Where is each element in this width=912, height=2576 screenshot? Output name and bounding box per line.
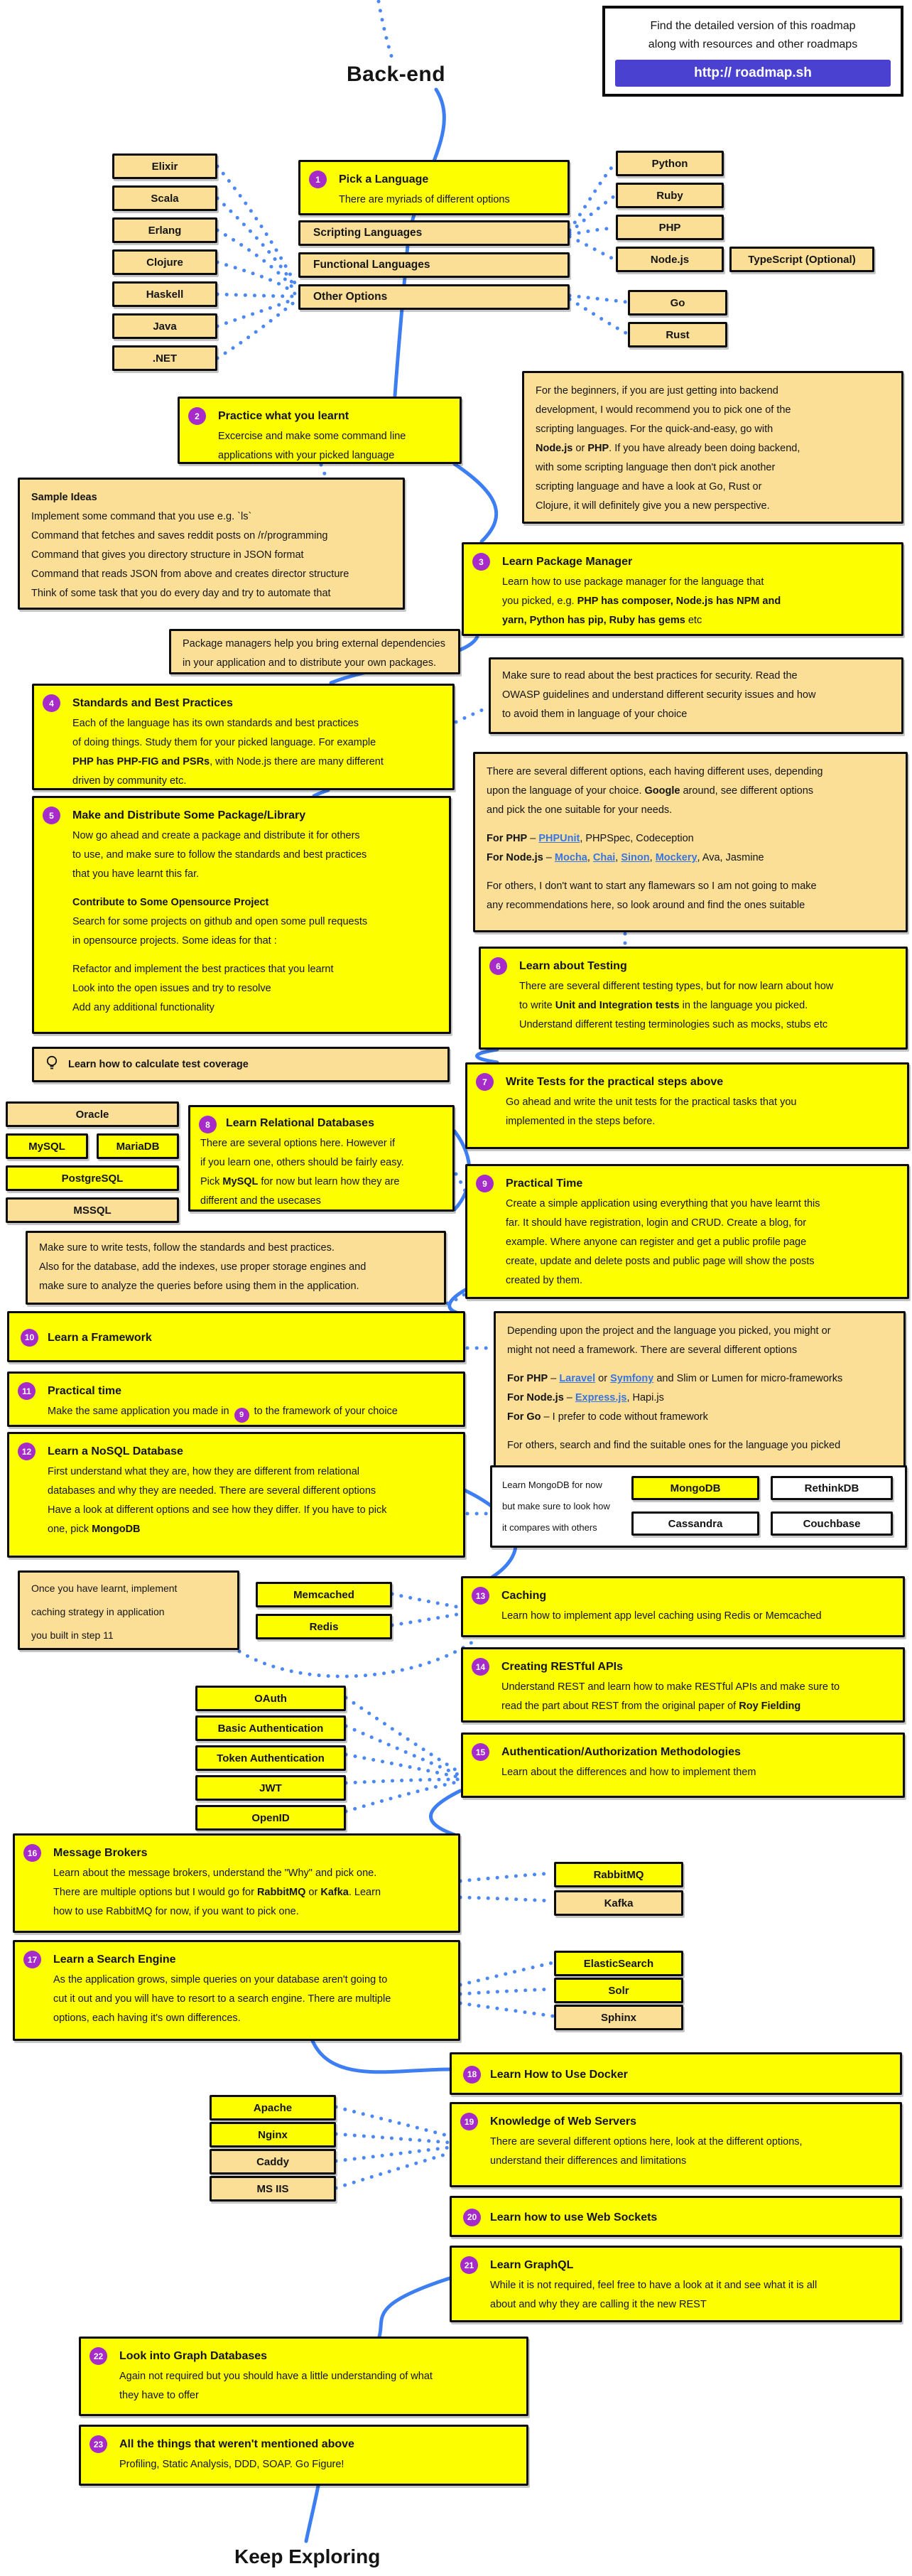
text-line: Sample Ideas	[31, 492, 97, 503]
step-body	[72, 714, 441, 791]
text-line: Make sure to read about the best practices for security. Read the	[502, 670, 798, 681]
step-learn-about-testing	[479, 947, 908, 1050]
text-line: Pick MySQL for now but learn how they are	[200, 1176, 400, 1187]
note-testing-tool-options	[473, 752, 908, 932]
label--net: .NET	[112, 345, 217, 371]
text-line: you picked, e.g. PHP has composer, Node.js has NPM and	[502, 596, 781, 607]
label-mysql: MySQL	[6, 1133, 88, 1159]
step-body	[502, 573, 890, 630]
note-body	[31, 488, 391, 603]
text-line: make sure to analyze the queries before using them in the application.	[39, 1281, 359, 1292]
step-title: All the things that weren't mentioned above	[119, 2438, 354, 2450]
auth-method-list	[195, 1686, 346, 1831]
text-line: Think of some task that you do every day and try to automate that	[31, 588, 331, 599]
step-number-badge: 10	[21, 1329, 38, 1347]
step-number-badge: 4	[43, 694, 60, 712]
text-line: Add any additional functionality	[72, 1002, 215, 1013]
text-line: it compares with others	[502, 1522, 597, 1533]
step-practice-what-you-learnt	[178, 397, 462, 464]
text-line: There are multiple options but I would go for RabbitMQ or Kafka. Learn	[53, 1887, 381, 1898]
step-number-badge: 2	[188, 407, 206, 425]
text-line: Make sure to write tests, follow the standards and best practices.	[39, 1242, 335, 1254]
text-line: scripting languages. For the quick-and-easy, go with	[536, 424, 773, 435]
link-laravel[interactable]: Laravel	[559, 1373, 596, 1384]
label-oracle: Oracle	[6, 1101, 179, 1127]
text-line: to avoid them in language of your choice	[502, 708, 688, 720]
step-practical-time	[465, 1164, 909, 1299]
label-elixir: Elixir	[112, 153, 217, 179]
text-line: Command that gives you directory structure in JSON format	[31, 549, 304, 561]
step-title: Practical Time	[506, 1177, 583, 1190]
label-mongodb: MongoDB	[631, 1476, 759, 1500]
step-body	[218, 427, 448, 465]
broker-option-list	[554, 1862, 683, 1916]
text-line: Understand different testing terminologies such as mocks, stubs etc	[519, 1019, 828, 1030]
info-line-1: Find the detailed version of this roadmap	[650, 20, 856, 32]
link-express-js[interactable]: Express.js	[575, 1392, 627, 1403]
step-title: Learn a NoSQL Database	[48, 1445, 183, 1457]
text-line: with some scripting language then don't pick another	[536, 462, 776, 473]
text-line: Learn how to implement app level caching using Redis or Memcached	[501, 1610, 822, 1622]
note-package-managers	[169, 629, 460, 674]
label-cassandra: Cassandra	[631, 1511, 759, 1536]
text-line: Also for the database, add the indexes, use proper storage engines and	[39, 1261, 367, 1273]
step-title: Learn GraphQL	[490, 2259, 574, 2271]
search-engine-list	[554, 1951, 683, 2030]
label-rethinkdb: RethinkDB	[771, 1476, 893, 1500]
step-title: Pick a Language	[339, 173, 429, 185]
label-mssql: MSSQL	[6, 1197, 179, 1223]
text-line: There are several different options here, look at the different options,	[490, 2136, 803, 2147]
step-number-badge: 14	[472, 1658, 489, 1676]
link-mockery[interactable]: Mockery	[655, 852, 697, 863]
step-title: Learn Relational Databases	[226, 1117, 374, 1129]
step-number-badge: 15	[472, 1743, 489, 1761]
text-line: For Go – I prefer to code without framework	[507, 1411, 708, 1423]
step-graph-databases	[79, 2337, 528, 2416]
step-title: Learn how to use Web Sockets	[490, 2211, 658, 2224]
text-line: Learn how to use package manager for the language that	[502, 576, 764, 588]
step-number-badge: 22	[89, 2347, 107, 2365]
info-line-2: along with resources and other roadmaps	[648, 38, 858, 50]
step-title: Make and Distribute Some Package/Library	[72, 809, 306, 821]
text-line: Once you have learnt, implement	[31, 1583, 178, 1594]
step-standards-best-practices	[32, 684, 455, 790]
note-caching-strategy	[18, 1570, 239, 1650]
step-title: Knowledge of Web Servers	[490, 2116, 636, 2128]
step-body	[339, 190, 556, 210]
step-number-badge: 18	[463, 2066, 481, 2084]
step-body	[490, 2276, 889, 2314]
text-line: OWASP guidelines and understand different security issues and how	[502, 689, 816, 701]
label-typescript-optional: TypeScript (Optional)	[729, 247, 874, 272]
step-learn-docker	[450, 2052, 902, 2095]
text-line: of doing things. Study them for your picked language. For example	[72, 737, 376, 748]
label-kafka: Kafka	[554, 1890, 683, 1916]
text-line: might not need a framework. There are several different options	[507, 1344, 798, 1356]
label-elasticsearch: ElasticSearch	[554, 1951, 683, 1976]
text-line: to use, and make sure to follow the standards and best practices	[72, 849, 367, 861]
inline-step-badge: 9	[234, 1408, 249, 1423]
text-line: Contribute to Some Opensource Project	[72, 897, 269, 908]
label-token-authentication: Token Authentication	[195, 1745, 346, 1771]
label-basic-authentication: Basic Authentication	[195, 1715, 346, 1741]
step-body	[501, 1763, 891, 1782]
step-number-badge: 23	[89, 2435, 107, 2453]
text-line: For others, I don't want to start any flamewars so I am not going to make	[487, 880, 817, 892]
step-body	[53, 1971, 447, 2028]
step-number-badge: 8	[199, 1116, 217, 1133]
text-line: that you have learnt this far.	[72, 868, 200, 880]
roadmap-sh-link-button[interactable]: http:// roadmap.sh	[615, 60, 891, 87]
step-all-other-things	[79, 2425, 528, 2486]
step-title: Learn Package Manager	[502, 556, 633, 568]
label-solr: Solr	[554, 1978, 683, 2003]
note-body	[507, 1322, 892, 1455]
text-line: Have a look at different options and see how they differ. If you have to pick	[48, 1504, 387, 1516]
step-learn-relational-databases	[188, 1105, 455, 1212]
step-auth-methodologies	[461, 1732, 905, 1798]
text-line: Excercise and make some command line	[218, 431, 406, 442]
label-ms-iis: MS IIS	[210, 2176, 336, 2202]
text-line: you built in step 11	[31, 1629, 114, 1641]
label-php: PHP	[616, 215, 724, 240]
label-java: Java	[112, 313, 217, 339]
label-other-options: Other Options	[298, 284, 570, 310]
text-line: read the part about REST from the original paper of Roy Fielding	[501, 1701, 801, 1712]
step-number-badge: 21	[460, 2256, 478, 2274]
step-number-badge: 16	[23, 1844, 41, 1862]
link-phpunit[interactable]: PHPUnit	[538, 833, 580, 844]
step-number-badge: 1	[309, 171, 327, 188]
step-number-badge: 11	[18, 1382, 36, 1400]
step-creating-restful-apis	[461, 1647, 905, 1723]
left-language-list	[112, 153, 217, 371]
text-line: Profiling, Static Analysis, DDD, SOAP. Go Figure!	[119, 2459, 344, 2470]
info-box	[602, 6, 903, 97]
step-pick-a-language	[298, 160, 570, 215]
text-line: For Node.js – Express.js, Hapi.js	[507, 1392, 664, 1403]
page-title: Back-end	[347, 63, 446, 86]
text-line: but make sure to look how	[502, 1501, 610, 1511]
label-node-js: Node.js	[616, 247, 724, 272]
text-line: Depending upon the project and the language you picked, you might or	[507, 1325, 831, 1337]
note-sample-ideas	[18, 478, 405, 610]
text-line: Learn about the message brokers, understand the "Why" and pick one.	[53, 1868, 377, 1879]
text-line: Command that fetches and saves reddit posts on /r/programming	[31, 530, 328, 541]
text-line: Make the same application you made in 9 to the framework of your choice	[48, 1402, 452, 1421]
text-line: There are several options here. However if	[200, 1138, 396, 1149]
text-line: Search for some projects on github and open some pull requests	[72, 916, 368, 927]
note-framework-options	[494, 1311, 906, 1469]
note-beginner-advice	[522, 371, 903, 524]
text-line: created by them.	[506, 1275, 582, 1286]
text-line: For others, search and find the suitable ones for the language you picked	[507, 1440, 841, 1451]
text-line	[507, 1427, 892, 1436]
text-line: scripting language and have a look at Go, Rust or	[536, 481, 762, 492]
step-number-badge: 6	[489, 957, 507, 975]
note-body	[536, 382, 890, 516]
step-learn-a-framework	[7, 1311, 465, 1362]
step-body	[48, 1462, 452, 1539]
text-line: databases and why they are needed. There are several different options	[48, 1485, 376, 1497]
step-number-badge: 3	[472, 553, 490, 571]
step-body	[519, 977, 894, 1035]
label-ruby: Ruby	[616, 183, 724, 208]
step-title: Authentication/Authorization Methodologies	[501, 1746, 741, 1758]
text-line: For PHP – PHPUnit, PHPSpec, Codeception	[487, 833, 694, 844]
note-test-coverage	[32, 1047, 450, 1082]
step-caching	[461, 1576, 905, 1637]
label-redis: Redis	[256, 1614, 392, 1639]
text-line: yarn, Python has pip, Ruby has gems etc	[502, 615, 702, 626]
label-rabbitmq: RabbitMQ	[554, 1862, 683, 1887]
step-number-badge: 12	[18, 1443, 36, 1460]
step-title: Practice what you learnt	[218, 410, 349, 422]
language-category-bars	[298, 220, 570, 310]
note-body	[502, 667, 890, 724]
text-line: Refactor and implement the best practices that you learnt	[72, 964, 334, 975]
step-body	[501, 1678, 891, 1716]
text-line: Create a simple application using everything that you have learnt this	[506, 1198, 820, 1209]
text-line: caching strategy in application	[31, 1606, 165, 1617]
text-line: implemented in the steps before.	[506, 1116, 656, 1127]
step-number-badge: 17	[23, 1951, 41, 1968]
text-line: applications with your picked language	[218, 450, 395, 461]
text-line: Now go ahead and create a package and distribute it for others	[72, 830, 360, 841]
step-number-badge: 19	[460, 2113, 478, 2130]
step-number-badge: 9	[476, 1175, 494, 1192]
text-line: and pick the one suitable for your needs.	[487, 804, 673, 816]
step-title: Learn a Search Engine	[53, 1953, 176, 1966]
text-line: in opensource projects. Some ideas for that :	[72, 935, 277, 947]
right-language-list	[616, 151, 724, 272]
text-line: Command that reads JSON from above and creates director structure	[31, 568, 349, 580]
step-practical-time-framework	[7, 1371, 465, 1427]
note-body	[487, 762, 894, 915]
step-title: Learn How to Use Docker	[490, 2068, 628, 2081]
footer-title: Keep Exploring	[234, 2545, 381, 2567]
text-line	[72, 951, 438, 960]
text-line: Learn about the differences and how to implement them	[501, 1767, 756, 1778]
text-line	[487, 820, 894, 829]
text-line: Again not required but you should have a little understanding of what	[119, 2371, 433, 2382]
text-line: one, pick MongoDB	[48, 1524, 141, 1535]
label-postgresql: PostgreSQL	[6, 1165, 179, 1191]
text-line: While it is not required, feel free to have a look at it and see what it is all	[490, 2280, 818, 2291]
label-erlang: Erlang	[112, 217, 217, 243]
step-title: Learn a Framework	[48, 1331, 152, 1344]
link-chai[interactable]: Chai	[592, 852, 616, 863]
label-python: Python	[616, 151, 724, 176]
step-web-sockets	[450, 2196, 902, 2237]
label-clojure: Clojure	[112, 249, 217, 275]
step-learn-graphql	[450, 2246, 902, 2322]
step-learn-package-manager	[462, 542, 903, 636]
text-line: First understand what they are, how they are different from relational	[48, 1466, 359, 1477]
link-mocha[interactable]: Mocha	[554, 852, 587, 863]
label-scala: Scala	[112, 185, 217, 211]
text-line: For Node.js – Mocha, Chai, Sinon, Mockery, Ava, Jasmine	[487, 852, 764, 863]
text-line	[507, 1360, 892, 1369]
label-sphinx: Sphinx	[554, 2005, 683, 2030]
step-title: Learn about Testing	[519, 960, 627, 972]
note-nosql-compare	[490, 1465, 907, 1548]
step-body	[48, 1402, 452, 1421]
label-jwt: JWT	[195, 1775, 346, 1801]
note-owasp-security	[489, 657, 903, 734]
step-number-badge: 7	[476, 1073, 494, 1091]
text-line: create, update and delete posts and public page will show the posts	[506, 1256, 815, 1267]
text-line: options, each having it's own differences.	[53, 2012, 241, 2024]
step-body	[119, 2367, 515, 2405]
step-title: Creating RESTful APIs	[501, 1661, 623, 1673]
label-mariadb: MariaDB	[97, 1133, 179, 1159]
text-line: Package managers help you bring external dependencies	[183, 638, 445, 650]
text-line: different and the usecases	[200, 1195, 321, 1207]
text-line: Learn MongoDB for now	[502, 1480, 602, 1490]
note-text: Learn how to calculate test coverage	[68, 1059, 249, 1070]
text-line	[487, 868, 894, 877]
text-line: Understand REST and learn how to make RESTful APIs and make sure to	[501, 1681, 840, 1693]
lightbulb-icon	[45, 1055, 58, 1074]
step-make-distribute-package	[32, 796, 451, 1034]
text-line: Look into the open issues and try to resolve	[72, 983, 271, 994]
caching-option-list	[256, 1582, 392, 1639]
text-line: if you learn one, others should be fairly easy.	[200, 1157, 404, 1168]
text-line: driven by community etc.	[72, 775, 187, 787]
step-title: Write Tests for the practical steps above	[506, 1076, 724, 1088]
text-line: understand their differences and limitations	[490, 2155, 687, 2167]
label-apache: Apache	[210, 2095, 336, 2120]
label-oauth: OAuth	[195, 1686, 346, 1711]
step-learn-nosql-database	[7, 1432, 465, 1558]
text-line: There are several different testing types, but for now learn about how	[519, 981, 834, 992]
text-line: cut it out and you will have to resort to a search engine. There are multiple	[53, 1993, 391, 2005]
step-title: Caching	[501, 1590, 547, 1602]
step-title: Look into Graph Databases	[119, 2350, 268, 2362]
step-body	[119, 2455, 515, 2474]
step-body	[506, 1195, 896, 1290]
step-knowledge-web-servers	[450, 2102, 902, 2187]
text-line: PHP has PHP-FIG and PSRs, with Node.js there are many different	[72, 756, 384, 767]
text-line: As the application grows, simple queries on your database aren't going to	[53, 1974, 388, 1985]
text-line: any recommendations here, so look around and find the ones suitable	[487, 900, 805, 911]
label-openid: OpenID	[195, 1805, 346, 1831]
text-line: development, I would recommend you to pick one of the	[536, 404, 791, 416]
step-body	[53, 1864, 447, 1922]
step-number-badge: 5	[43, 807, 60, 824]
step-body	[72, 826, 438, 1018]
text-line: For PHP – Laravel or Symfony and Slim or Lumen for micro-frameworks	[507, 1373, 843, 1384]
label-rust: Rust	[628, 322, 727, 347]
text-line: There are several different options, each having different uses, depending	[487, 766, 823, 777]
text-line: about and why they are calling it the new REST	[490, 2299, 707, 2310]
step-learn-search-engine	[13, 1940, 460, 2041]
step-write-tests	[465, 1062, 909, 1149]
text-line: far. It should have registration, login and CRUD. Create a blog, for	[506, 1217, 807, 1229]
step-number-badge: 20	[463, 2209, 481, 2226]
web-server-list	[210, 2095, 336, 2202]
text-line: For the beginners, if you are just getting into backend	[536, 385, 778, 397]
step-body	[200, 1134, 444, 1211]
link-sinon[interactable]: Sinon	[621, 852, 650, 863]
step-body	[501, 1607, 891, 1626]
text-line: how to use RabbitMQ for now, if you want to pick one.	[53, 1906, 299, 1917]
step-title: Standards and Best Practices	[72, 697, 233, 709]
step-body	[490, 2133, 889, 2171]
label-go: Go	[628, 290, 727, 316]
note-body	[502, 1475, 610, 1538]
label-caddy: Caddy	[210, 2149, 336, 2174]
text-line: Each of the language has its own standards and best practices	[72, 718, 359, 729]
note-body	[183, 635, 447, 673]
text-line: to write Unit and Integration tests in the language you picked.	[519, 1000, 808, 1011]
step-title: Practical time	[48, 1385, 122, 1397]
link-symfony[interactable]: Symfony	[610, 1373, 654, 1384]
right-language-list-2	[628, 290, 727, 347]
text-line: example. Where anyone can register and get a public profile page	[506, 1236, 807, 1248]
step-title: Message Brokers	[53, 1847, 148, 1859]
text-line: Clojure, it will definitely give you a new perspective.	[536, 500, 770, 512]
text-line: There are myriads of different options	[339, 194, 510, 205]
text-line: in your application and to distribute your own packages.	[183, 657, 437, 669]
text-line: Implement some command that you use e.g. `ls`	[31, 511, 252, 522]
label-couchbase: Couchbase	[771, 1511, 893, 1536]
note-tests-indexes	[26, 1231, 446, 1305]
text-line: upon the language of your choice. Google around, see different options	[487, 785, 814, 797]
note-body	[31, 1577, 226, 1647]
label-nginx: Nginx	[210, 2122, 336, 2147]
text-line: Node.js or PHP. If you have already been doing backend,	[536, 443, 800, 454]
label-haskell: Haskell	[112, 281, 217, 307]
step-body	[506, 1093, 896, 1131]
step-message-brokers	[13, 1833, 460, 1933]
label-scripting-languages: Scripting Languages	[298, 220, 570, 246]
step-number-badge: 13	[472, 1587, 489, 1605]
label-memcached: Memcached	[256, 1582, 392, 1607]
text-line: they have to offer	[119, 2390, 199, 2401]
label-functional-languages: Functional Languages	[298, 252, 570, 278]
text-line	[72, 884, 438, 893]
text-line: Go ahead and write the unit tests for the practical tasks that you	[506, 1096, 797, 1108]
note-body	[39, 1239, 433, 1296]
